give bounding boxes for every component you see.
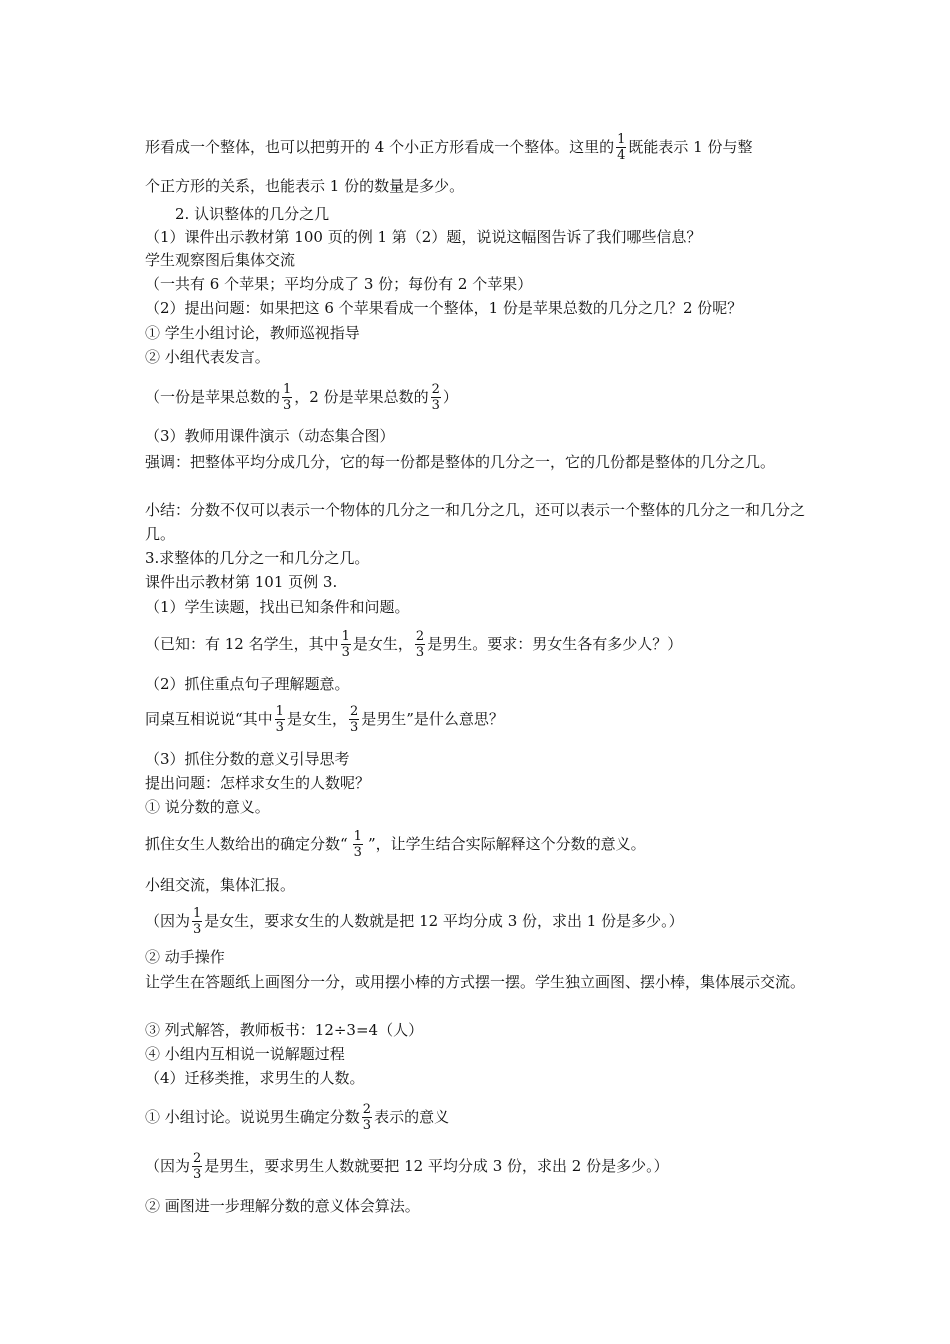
- fraction-numerator: 2: [349, 703, 359, 719]
- paragraph-line: ③ 列式解答，教师板书：12÷3=4（人）: [145, 1021, 424, 1039]
- text-segment: 同桌互相说说“其中: [145, 710, 273, 728]
- paragraph-line: 小组交流，集体汇报。: [145, 876, 296, 894]
- paragraph-line: （一共有 6 个苹果；平均分成了 3 份；每份有 2 个苹果）: [145, 275, 533, 293]
- paragraph-block: 小结：分数不仅可以表示一个物体的几分之一和几分之几，还可以表示一个整体的几分之一和几分之几。: [145, 501, 806, 543]
- fraction-one-third: [353, 829, 363, 860]
- paragraph-line: （1）课件出示教材第 100 页的例 1 第（2）题，说说这幅图告诉了我们哪些信息？: [145, 228, 702, 246]
- fraction-numerator: 1: [275, 703, 284, 719]
- paragraph-line: [145, 375, 458, 419]
- paragraph-line: 提出问题：怎样求女生的人数呢？: [145, 774, 371, 792]
- fraction-numerator: 2: [431, 381, 440, 397]
- paragraph-line: ① 学生小组讨论，教师巡视指导: [145, 324, 360, 342]
- text-segment: 抓住女生人数给出的确定分数“: [145, 835, 348, 853]
- fraction-one-third: [275, 704, 285, 735]
- fraction-denominator: 3: [283, 397, 292, 413]
- paragraph-line: ② 画图进一步理解分数的意义体会算法。: [145, 1197, 420, 1215]
- section-heading: 3.求整体的几分之一和几分之几。: [145, 549, 370, 567]
- section-heading: 2. 认识整体的几分之几: [175, 205, 330, 223]
- paragraph-line: 个正方形的关系，也能表示 1 份的数量是多少。: [145, 177, 465, 195]
- paragraph-line: [145, 822, 646, 866]
- paragraph-line: （3）抓住分数的意义引导思考: [145, 750, 350, 768]
- fraction-numerator: 1: [353, 828, 362, 844]
- paragraph-line: （2）抓住重点句子理解题意。: [145, 675, 350, 693]
- fraction-numerator: 2: [362, 1101, 372, 1117]
- fraction-numerator: 1: [341, 628, 350, 644]
- fraction-one-third: [192, 906, 202, 937]
- text-segment: 是女生，要求女生的人数就是把 12 平均分成 3 份，求出 1 份是多少。）: [204, 912, 684, 930]
- paragraph-line: [145, 1144, 669, 1188]
- fraction-numerator: 2: [193, 1150, 202, 1166]
- text-segment: ，2 份是苹果总数的: [294, 388, 429, 406]
- paragraph-line: （4）迁移类推，求男生的人数。: [145, 1069, 365, 1087]
- text-segment: （因为: [145, 912, 191, 930]
- paragraph-line: [145, 1095, 449, 1139]
- fraction-denominator: 3: [275, 719, 284, 735]
- paragraph-block: 让学生在答题纸上画图分一分，或用摆小棒的方式摆一摆。学生独立画图、摆小棒，集体展示交流。: [145, 973, 806, 991]
- fraction-two-thirds: [362, 1102, 372, 1133]
- text-segment: 是男生，要求男生人数就要把 12 平均分成 3 份，求出 2 份是多少。）: [204, 1157, 669, 1175]
- text-segment: ① 小组讨论。说说男生确定分数: [145, 1108, 360, 1126]
- paragraph-line: ② 动手操作: [145, 948, 225, 966]
- text-segment: （因为: [145, 1157, 191, 1175]
- paragraph-line: [145, 622, 682, 666]
- paragraph-line: 课件出示教材第 101 页例 3.: [145, 573, 338, 591]
- fraction-one-third: [282, 382, 292, 413]
- fraction-one-fourth: [616, 132, 626, 163]
- fraction-two-thirds: [415, 629, 425, 660]
- fraction-denominator: 3: [341, 644, 350, 660]
- paragraph-block: 强调：把整体平均分成几分，它的每一份都是整体的几分之一，它的几份都是整体的几分之几。: [145, 453, 776, 471]
- text-segment: 是女生，: [352, 635, 413, 653]
- fraction-denominator: 3: [193, 1166, 202, 1182]
- text-segment: 表示的意义: [374, 1108, 450, 1126]
- fraction-numerator: 2: [415, 628, 425, 644]
- paragraph-line: （3）教师用课件演示（动态集合图）: [145, 427, 395, 445]
- paragraph-line: [145, 125, 752, 169]
- text-segment: 是男生”是什么意思？: [361, 710, 504, 728]
- text-segment: 形看成一个整体，也可以把剪开的 4 个小正方形看成一个整体。这里的: [145, 138, 615, 156]
- fraction-one-third: [341, 629, 351, 660]
- paragraph-line: 学生观察图后集体交流: [145, 251, 296, 269]
- text-segment: 是女生，: [286, 710, 347, 728]
- paragraph-line: ① 说分数的意义。: [145, 798, 270, 816]
- fraction-denominator: 3: [193, 921, 202, 937]
- fraction-numerator: 1: [193, 905, 202, 921]
- text-segment: （一份是苹果总数的: [145, 388, 281, 406]
- paragraph-line: （2）提出问题：如果把这 6 个苹果看成一个整体，1 份是苹果总数的几分之几？2 份呢？: [145, 299, 743, 317]
- fraction-denominator: 3: [431, 397, 440, 413]
- fraction-two-thirds: [192, 1151, 202, 1182]
- fraction-two-thirds: [431, 382, 441, 413]
- fraction-numerator: 1: [283, 381, 292, 397]
- text-segment: 是男生。要求：男女生各有多少人？）: [427, 635, 683, 653]
- fraction-numerator: 1: [617, 131, 626, 147]
- paragraph-line: ② 小组代表发言。: [145, 348, 270, 366]
- fraction-two-thirds: [349, 704, 359, 735]
- text-segment: ）: [442, 388, 458, 406]
- fraction-denominator: 3: [362, 1117, 372, 1133]
- text-segment: 既能表示 1 份与整: [628, 138, 753, 156]
- fraction-denominator: 3: [349, 719, 359, 735]
- fraction-denominator: 3: [353, 844, 362, 860]
- paragraph-line: （1）学生读题，找出已知条件和问题。: [145, 598, 410, 616]
- paragraph-line: ④ 小组内互相说一说解题过程: [145, 1045, 345, 1063]
- paragraph-line: [145, 899, 684, 943]
- fraction-denominator: 4: [617, 147, 626, 163]
- text-segment: ”，让学生结合实际解释这个分数的意义。: [367, 835, 646, 853]
- fraction-denominator: 3: [415, 644, 425, 660]
- paragraph-line: [145, 697, 504, 741]
- text-segment: （已知：有 12 名学生，其中: [145, 635, 339, 653]
